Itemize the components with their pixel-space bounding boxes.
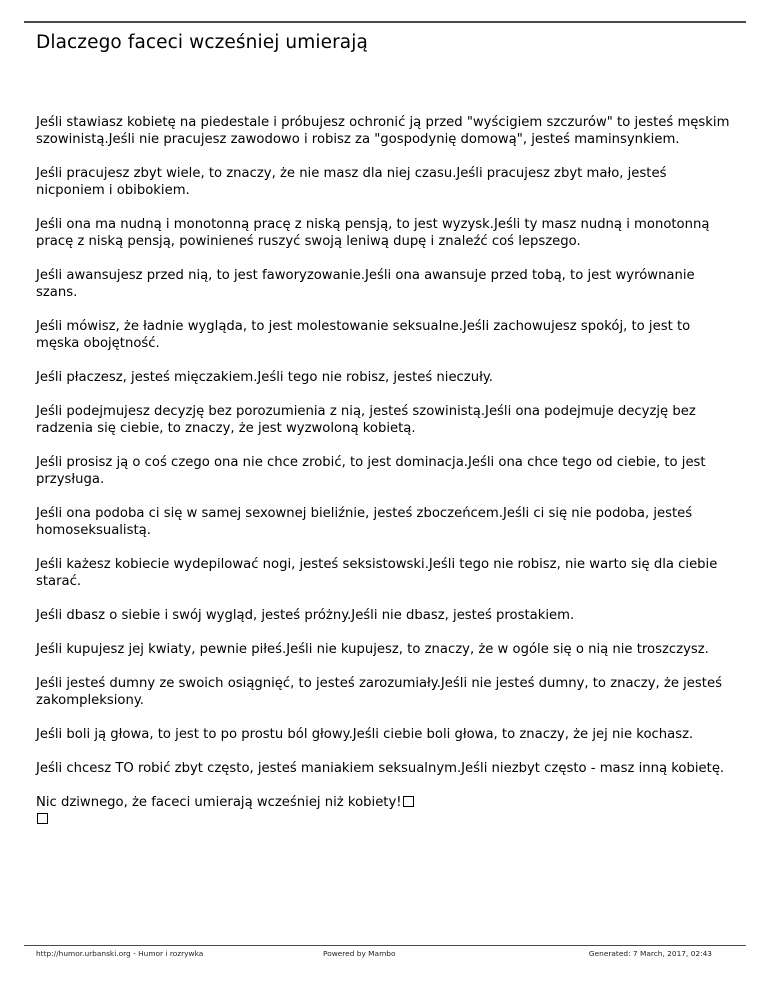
paragraph bbox=[36, 641, 736, 658]
paragraph bbox=[36, 454, 736, 488]
paragraph-line: Jeśli kupujesz jej kwiaty, pewnie piłeś.Jeśli nie kupujesz, to znaczy, że w ogóle się o nią nie troszczysz. bbox=[36, 642, 709, 657]
paragraph bbox=[36, 607, 736, 624]
paragraph-line: Jeśli podejmujesz decyzję bez porozumienia z nią, jesteś szowinistą.Jeśli ona podejmuje decyzję bez bbox=[36, 404, 696, 419]
article-body bbox=[36, 114, 736, 824]
paragraph bbox=[36, 216, 736, 250]
paragraph-line: Jeśli mówisz, że ładnie wygląda, to jest molestowanie seksualne.Jeśli zachowujesz spokój, to jest to bbox=[36, 319, 691, 334]
footer-generated-date: Generated: 7 March, 2017, 02:43 bbox=[588, 949, 712, 958]
missing-glyph-icon bbox=[37, 813, 48, 824]
paragraph bbox=[36, 267, 736, 301]
paragraph-line: zakompleksiony. bbox=[36, 693, 144, 708]
top-divider bbox=[24, 21, 746, 23]
page-title: Dlaczego faceci wcześniej umierają bbox=[36, 32, 368, 53]
paragraph-line: nicponiem i obibokiem. bbox=[36, 183, 190, 198]
footer-site-link: http://humor.urbanski.org - Humor i rozrywka bbox=[36, 949, 204, 958]
paragraph-line: Jeśli pracujesz zbyt wiele, to znaczy, że nie masz dla niej czasu.Jeśli pracujesz zbyt mało, jesteś bbox=[36, 166, 667, 181]
paragraph-line: Jeśli prosisz ją o coś czego ona nie chce zrobić, to jest dominacja.Jeśli ona chce tego od ciebie, to jest bbox=[36, 455, 706, 470]
paragraph-line: męska obojętność. bbox=[36, 336, 160, 351]
paragraph bbox=[36, 556, 736, 590]
paragraph-line: szans. bbox=[36, 285, 78, 300]
paragraph-line: Jeśli awansujesz przed nią, to jest faworyzowanie.Jeśli ona awansuje przed tobą, to jest wyrównanie bbox=[36, 268, 695, 283]
paragraph-line: Jeśli stawiasz kobietę na piedestale i próbujesz ochronić ją przed "wyścigiem szczurów" to jesteś męskim bbox=[36, 115, 730, 130]
paragraph bbox=[36, 165, 736, 199]
footer-divider bbox=[24, 945, 746, 946]
paragraph-line: radzenia się ciebie, to znaczy, że jest wyzwoloną kobietą. bbox=[36, 421, 416, 436]
paragraph-line: Jeśli ona ma nudną i monotonną pracę z niską pensją, to jest wyzysk.Jeśli ty masz nudną i monotonną bbox=[36, 217, 710, 232]
paragraph bbox=[36, 726, 736, 743]
paragraph bbox=[36, 675, 736, 709]
paragraph-line: Jeśli jesteś dumny ze swoich osiągnięć, to jesteś zarozumiały.Jeśli nie jesteś dumny, to znaczy, że jesteś bbox=[36, 676, 722, 691]
paragraph-line: Jeśli dbasz o siebie i swój wygląd, jesteś próżny.Jeśli nie dbasz, jesteś prostakiem. bbox=[36, 608, 575, 623]
paragraph-line: starać. bbox=[36, 574, 82, 589]
paragraph bbox=[36, 369, 736, 386]
closing-text: Nic dziwnego, że faceci umierają wcześniej niż kobiety! bbox=[36, 795, 402, 810]
paragraph bbox=[36, 114, 736, 148]
paragraph-line: homoseksualistą. bbox=[36, 523, 151, 538]
paragraph-line: Jeśli boli ją głowa, to jest to po prostu ból głowy.Jeśli ciebie boli głowa, to znaczy, że jej nie kochasz. bbox=[36, 727, 694, 742]
missing-glyph-icon bbox=[403, 796, 414, 807]
paragraph-line: Jeśli chcesz TO robić zbyt często, jesteś maniakiem seksualnym.Jeśli niezbyt często - masz inną kobietę. bbox=[36, 761, 725, 776]
closing-paragraph bbox=[36, 794, 736, 824]
footer-powered-by: Powered by Mambo bbox=[323, 949, 396, 958]
paragraph-line: pracę z niską pensją, powinieneś ruszyć swoją leniwą dupę i znaleźć coś lepszego. bbox=[36, 234, 581, 249]
paragraph-line: Jeśli każesz kobiecie wydepilować nogi, jesteś seksistowski.Jeśli tego nie robisz, nie warto się dla ciebie bbox=[36, 557, 718, 572]
closing-line bbox=[36, 794, 736, 811]
paragraph bbox=[36, 760, 736, 777]
paragraph bbox=[36, 403, 736, 437]
paragraph-line: szowinistą.Jeśli nie pracujesz zawodowo i robisz za "gospodynię domową", jesteś maminsynkiem. bbox=[36, 132, 680, 147]
paragraph-line: przysługa. bbox=[36, 472, 105, 487]
paragraph-line: Jeśli ona podoba ci się w samej sexownej bieliźnie, jesteś zboczeńcem.Jeśli ci się nie podoba, jesteś bbox=[36, 506, 693, 521]
paragraph-line: Jeśli płaczesz, jesteś mięczakiem.Jeśli tego nie robisz, jesteś nieczuły. bbox=[36, 370, 493, 385]
paragraph bbox=[36, 505, 736, 539]
paragraph bbox=[36, 318, 736, 352]
